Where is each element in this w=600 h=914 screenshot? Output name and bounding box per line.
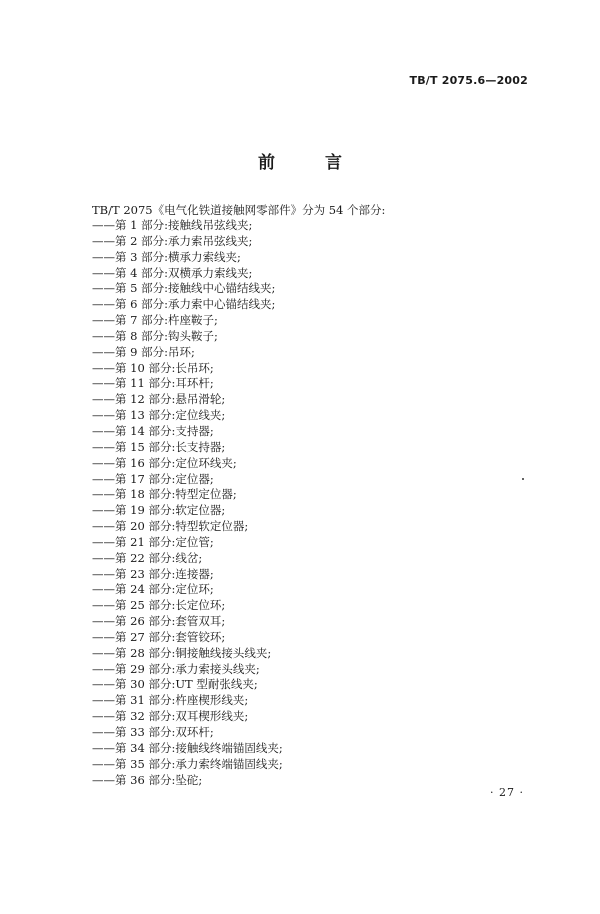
list-item: ——第 6 部分:承力索中心锚结线夹; — [92, 297, 276, 312]
list-item: ——第 30 部分:UT 型耐张线夹; — [92, 677, 258, 692]
list-item: ——第 9 部分:吊环; — [92, 344, 195, 359]
list-item: ——第 16 部分:定位环线夹; — [92, 455, 237, 470]
list-item: ——第 12 部分:悬吊滑轮; — [92, 392, 226, 407]
list-item: ——第 22 部分:线岔; — [92, 550, 203, 565]
document-number: TB/T 2075.6—2002 — [409, 74, 528, 87]
list-item: ——第 29 部分:承力索接头线夹; — [92, 661, 260, 676]
list-item: ——第 32 部分:双耳楔形线夹; — [92, 709, 249, 724]
list-item: ——第 21 部分:定位管; — [92, 534, 214, 549]
list-item: ——第 10 部分:长吊环; — [92, 360, 214, 375]
list-item: ——第 15 部分:长支持器; — [92, 439, 226, 454]
list-item: ——第 34 部分:接触线终端锚固线夹; — [92, 740, 283, 755]
list-item: ——第 14 部分:支持器; — [92, 423, 214, 438]
list-item: ——第 18 部分:特型定位器; — [92, 487, 237, 502]
list-item: ——第 5 部分:接触线中心锚结线夹; — [92, 281, 276, 296]
parts-list — [92, 218, 283, 788]
list-item: ——第 20 部分:特型软定位器; — [92, 519, 249, 534]
intro-paragraph: TB/T 2075《电气化铁道接触网零部件》分为 54 个部分: — [92, 203, 386, 217]
list-item: ——第 36 部分:坠砣; — [92, 772, 203, 787]
list-item: ——第 31 部分:杵座楔形线夹; — [92, 693, 249, 708]
list-item: ——第 19 部分:软定位器; — [92, 503, 226, 518]
page-number: · 27 · — [490, 786, 524, 799]
list-item: ——第 28 部分:铜接触线接头线夹; — [92, 645, 272, 660]
list-item: ——第 24 部分:定位环; — [92, 582, 214, 597]
list-item: ——第 4 部分:双横承力索线夹; — [92, 265, 253, 280]
page-title: 前 言 — [258, 153, 364, 173]
list-item: ——第 35 部分:承力索终端锚固线夹; — [92, 756, 283, 771]
list-item: ——第 3 部分:横承力索线夹; — [92, 249, 241, 264]
list-item: ——第 25 部分:长定位环; — [92, 598, 226, 613]
list-item: ——第 8 部分:钩头鞍子; — [92, 328, 218, 343]
list-item: ——第 11 部分:耳环杆; — [92, 376, 214, 391]
list-item: ——第 2 部分:承力索吊弦线夹; — [92, 233, 253, 248]
list-item: ——第 17 部分:定位器; — [92, 471, 214, 486]
list-item: ——第 26 部分:套管双耳; — [92, 614, 226, 629]
list-item: ——第 27 部分:套管铰环; — [92, 629, 226, 644]
list-item: ——第 23 部分:连接器; — [92, 566, 214, 581]
scan-speck — [522, 478, 524, 480]
list-item: ——第 13 部分:定位线夹; — [92, 408, 226, 423]
list-item: ——第 7 部分:杵座鞍子; — [92, 313, 218, 328]
list-item: ——第 33 部分:双环杆; — [92, 725, 214, 739]
list-item: ——第 1 部分:接触线吊弦线夹; — [92, 218, 253, 232]
